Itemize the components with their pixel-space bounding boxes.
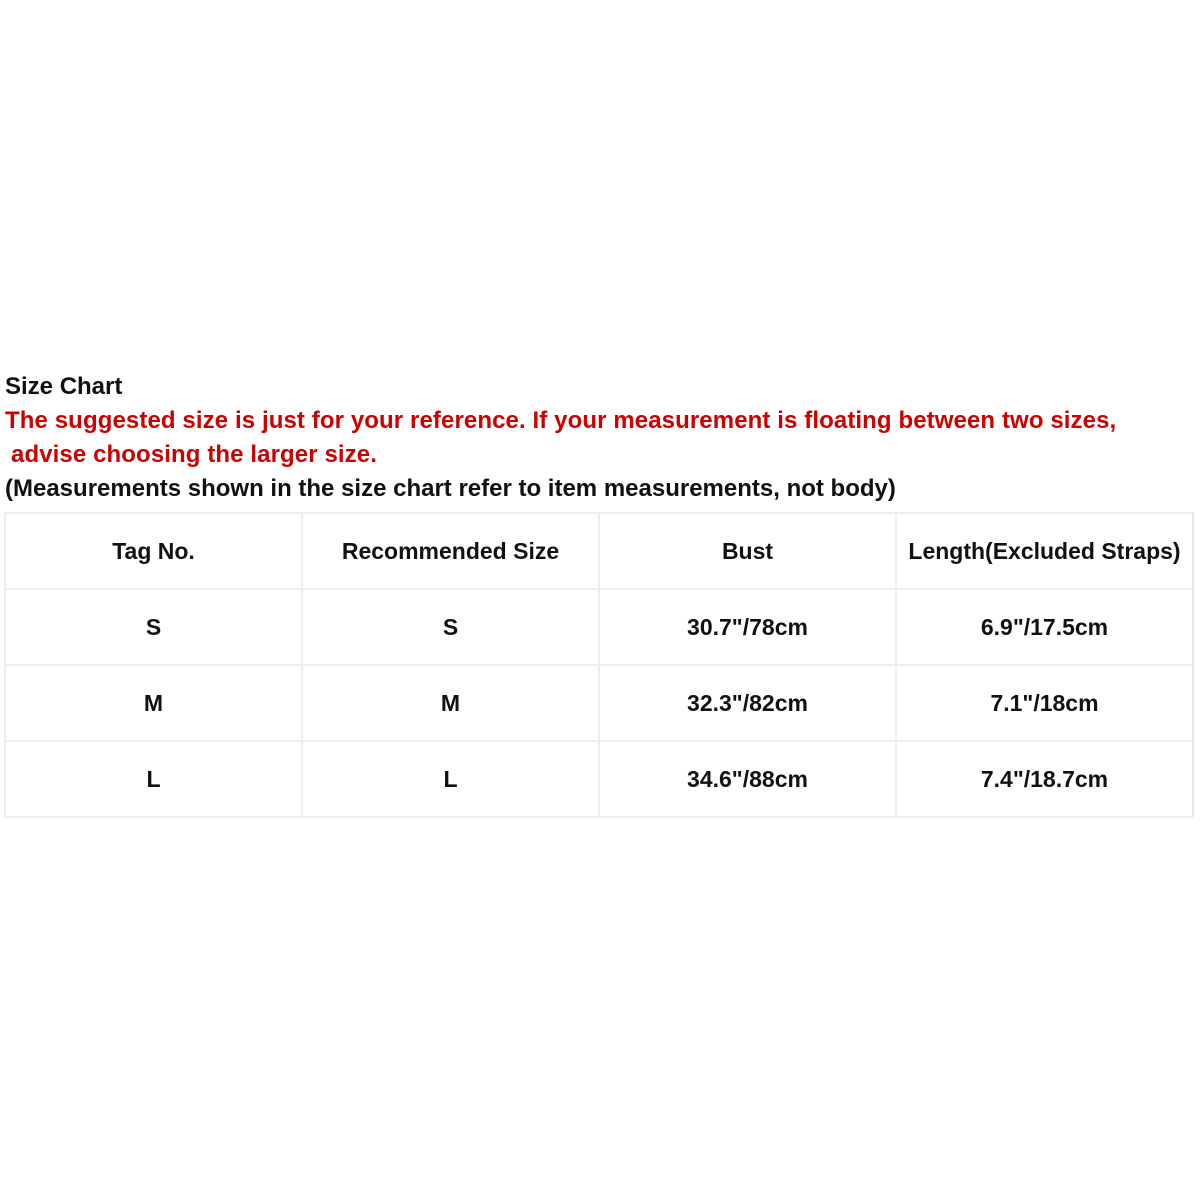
- cell-recommended-size: M: [302, 665, 599, 741]
- header-length: Length(Excluded Straps): [896, 513, 1193, 589]
- cell-tag-no: L: [5, 741, 302, 817]
- header-bust: Bust: [599, 513, 896, 589]
- size-notice-line-2: advise choosing the larger size.: [11, 441, 377, 468]
- size-notice: [5, 404, 1175, 472]
- size-chart-document: [0, 370, 1200, 792]
- table-row: [5, 741, 1193, 817]
- page-title: Size Chart: [5, 373, 123, 400]
- cell-bust: 34.6"/88cm: [599, 741, 896, 817]
- header-tag-no: Tag No.: [5, 513, 302, 589]
- header-recommended-size: Recommended Size: [302, 513, 599, 589]
- cell-recommended-size: S: [302, 589, 599, 665]
- measurement-disclaimer: (Measurements shown in the size chart refer to item measurements, not body): [5, 475, 896, 502]
- cell-length: 7.4"/18.7cm: [896, 741, 1193, 817]
- cell-tag-no: S: [5, 589, 302, 665]
- size-table: [4, 512, 1194, 818]
- cell-recommended-size: L: [302, 741, 599, 817]
- table-row: [5, 589, 1193, 665]
- size-notice-line-1: The suggested size is just for your reference. If your measurement is floating between two sizes,: [5, 407, 1117, 434]
- cell-length: 7.1"/18cm: [896, 665, 1193, 741]
- table-header-row: [5, 513, 1193, 589]
- cell-bust: 30.7"/78cm: [599, 589, 896, 665]
- cell-length: 6.9"/17.5cm: [896, 589, 1193, 665]
- table-row: [5, 665, 1193, 741]
- cell-bust: 32.3"/82cm: [599, 665, 896, 741]
- cell-tag-no: M: [5, 665, 302, 741]
